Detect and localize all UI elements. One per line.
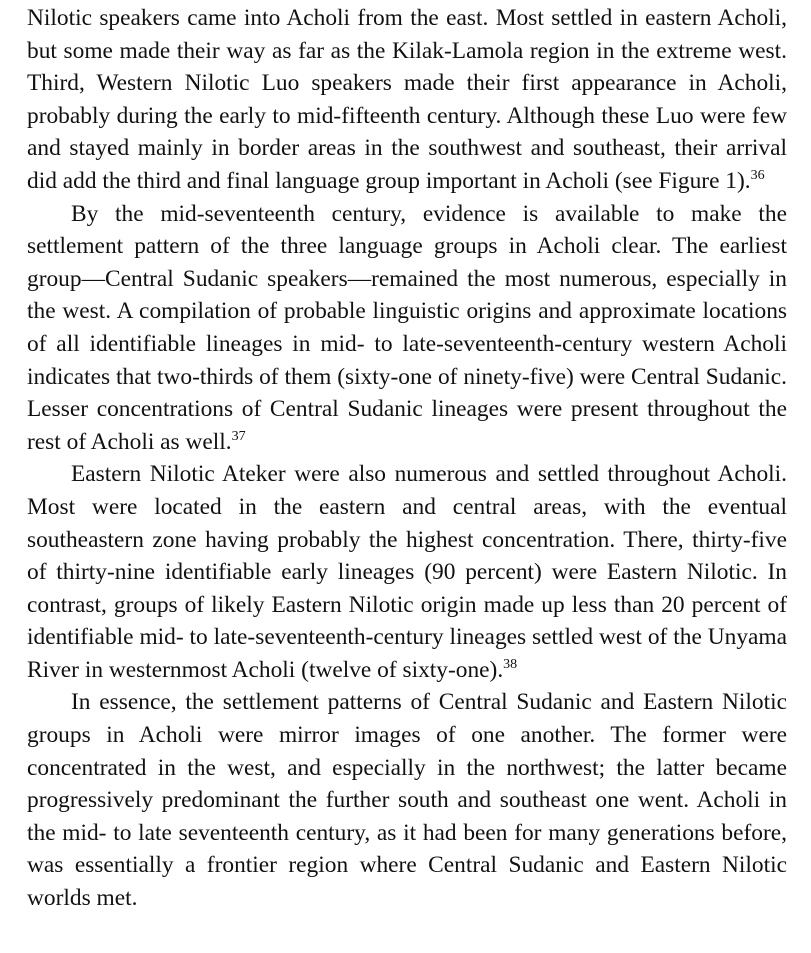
paragraph-2 [27, 198, 787, 459]
footnote-marker[interactable]: 36 [750, 167, 765, 183]
paragraph-text: Eastern Nilotic Ateker were also numerous and settled throughout Acholi. Most were located in the eastern and central areas, with the eventual southeastern zone having probably the highest concentration. There, thirty-five of thirty-nine identifiable early lineages (90 percent) were Eastern Nilotic. In contrast, groups of likely Eastern Nilotic origin made up less than 20 percent of identifiable mid- to late-seventeenth-century lineages settled west of the Unyama River in westernmost Acholi (twelve of sixty-one). [27, 461, 787, 683]
paragraph-text: In essence, the settlement patterns of Central Sudanic and Eastern Nilotic groups in Acholi were mirror images of one another. The former were concentrated in the west, and especially in the northwest; the latter became progressively predominant the further south and southeast one went. Acholi in the mid- to late seventeenth century, as it had been for many generations before, was essentially a frontier region where Central Sudanic and Eastern Nilotic worlds met. [27, 689, 787, 912]
paragraph-1 [27, 2, 787, 198]
paragraph-3 [27, 458, 787, 686]
paragraph-text: By the mid-seventeenth century, evidence is available to make the settlement pattern of the three language groups in Acholi clear. The earliest group—Central Sudanic speakers—remained the most numerous, especially in the west. A compilation of probable linguistic origins and approximate locations of all identifiable lineages in mid- to late-seventeenth-century western Acholi indicates that two-thirds of them (sixty-one of ninety-five) were Central Sudanic. Lesser concentrations of Central Sudanic lineages were present throughout the rest of Acholi as well. [27, 200, 787, 455]
footnote-marker[interactable]: 37 [231, 428, 246, 444]
footnote-marker[interactable]: 38 [503, 656, 518, 672]
paragraph-text: Nilotic speakers came into Acholi from the east. Most settled in eastern Acholi, but some made their way as far as the Kilak-Lamola region in the extreme west. Third, Western Nilotic Luo speakers made their first appearance in Acholi, probably during the early to mid-fifteenth century. Although these Luo were few and stayed mainly in border areas in the southwest and southeast, their arrival did add the third and final language group important in Acholi (see Figure 1). [27, 5, 787, 194]
paragraph-4 [27, 686, 787, 914]
